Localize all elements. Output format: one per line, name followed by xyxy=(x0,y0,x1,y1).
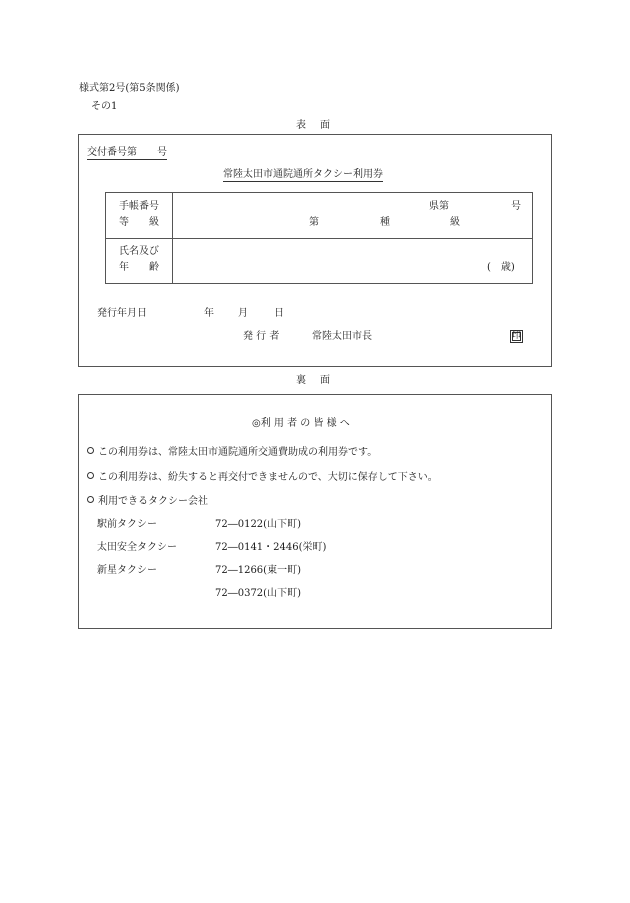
holder-info-table xyxy=(105,192,533,284)
taxi-company-phone: 72―0141・2446(栄町) xyxy=(215,542,327,553)
taxi-company-phone: 72―1266(東一町) xyxy=(215,565,301,576)
taxi-company-phone: 72―0372(山下町) xyxy=(215,588,301,599)
day-label: 日 xyxy=(274,308,284,319)
number-suffix-label: 号 xyxy=(511,201,521,212)
prefecture-number-label: 県第 xyxy=(429,201,449,212)
age-field: ( 歳) xyxy=(487,262,515,273)
grade-label: 等 級 xyxy=(119,217,159,228)
class-label: 級 xyxy=(450,217,460,228)
notice-text: この利用券は、紛失すると再交付できませんので、大切に保存して下さい。 xyxy=(98,472,438,483)
table-divider-horizontal xyxy=(106,238,532,239)
year-label: 年 xyxy=(204,308,214,319)
bullet-icon xyxy=(87,447,94,454)
bullet-icon xyxy=(87,496,94,503)
notice-text: 利用できるタクシー会社 xyxy=(98,496,208,507)
front-heading: 表 面 xyxy=(296,120,332,131)
back-heading: 裏 面 xyxy=(296,375,332,386)
bullet-icon xyxy=(87,472,94,479)
taxi-company-name: 駅前タクシー xyxy=(97,519,157,530)
month-label: 月 xyxy=(238,308,248,319)
seal-char: 印 xyxy=(511,331,521,341)
form-number: 様式第2号(第5条関係) xyxy=(79,83,180,94)
notice-item xyxy=(87,447,377,458)
back-panel xyxy=(78,394,552,629)
notice-item xyxy=(87,496,208,507)
dai-label: 第 xyxy=(309,217,319,228)
name-label: 氏名及び xyxy=(119,246,159,257)
taxi-company-phone: 72―0122(山下町) xyxy=(215,519,301,530)
issuer-label: 発 行 者 xyxy=(243,331,280,342)
ticket-title: 常陸太田市通院通所タクシー利用券 xyxy=(223,169,383,180)
notice-text: この利用券は、常陸太田市通院通所交通費助成の利用券です。 xyxy=(98,447,378,458)
issuer-value: 常陸太田市長 xyxy=(312,331,372,342)
issue-number-label: 交付番号第 号 xyxy=(87,147,167,158)
age-row-label: 年 齢 xyxy=(119,262,159,273)
notice-title: ◎利 用 者 の 皆 様 へ xyxy=(252,418,350,429)
type-label: 種 xyxy=(380,217,390,228)
seal-mark xyxy=(510,330,523,343)
notice-item xyxy=(87,472,438,483)
taxi-company-name: 新星タクシー xyxy=(97,565,157,576)
front-panel xyxy=(78,134,552,367)
sub-number: その1 xyxy=(91,101,118,112)
taxi-company-name: 太田安全タクシー xyxy=(97,542,177,553)
handbook-number-label: 手帳番号 xyxy=(119,201,159,212)
issue-date-label: 発行年月日 xyxy=(97,308,147,319)
